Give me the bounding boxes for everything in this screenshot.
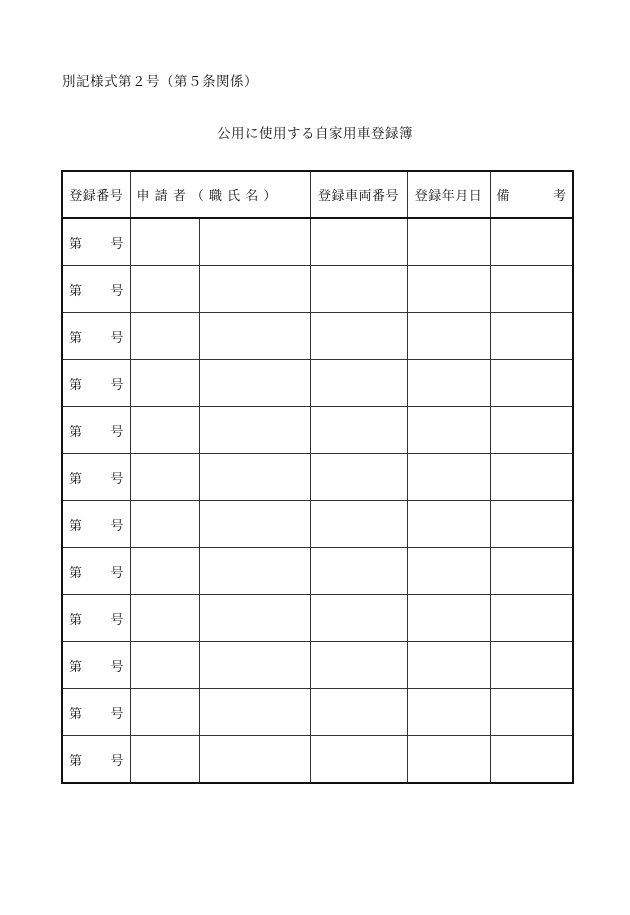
- remarks-cell: [490, 313, 573, 360]
- applicant-position-cell: [130, 736, 199, 784]
- remarks-cell: [490, 218, 573, 266]
- table-row: [62, 736, 573, 784]
- row-suffix: 号: [110, 518, 124, 534]
- header-applicant: [130, 171, 310, 218]
- table-row: [62, 313, 573, 360]
- registration-number-cell: [62, 360, 130, 407]
- applicant-name-cell: [199, 501, 310, 548]
- table-row: [62, 501, 573, 548]
- header-remarks-right: 考: [552, 189, 566, 204]
- applicant-name-cell: [199, 736, 310, 784]
- row-suffix: 号: [110, 236, 124, 252]
- registration-number-cell: [62, 548, 130, 595]
- registration-date-cell: [407, 642, 490, 689]
- table-row: [62, 548, 573, 595]
- table-row: [62, 407, 573, 454]
- table-row: [62, 218, 573, 266]
- table-row: [62, 266, 573, 313]
- registration-date-cell: [407, 736, 490, 784]
- applicant-position-cell: [130, 313, 199, 360]
- registration-date-cell: [407, 548, 490, 595]
- row-suffix: 号: [110, 612, 124, 628]
- row-prefix: 第: [69, 753, 83, 769]
- applicant-position-cell: [130, 218, 199, 266]
- row-prefix: 第: [69, 565, 83, 581]
- applicant-position-cell: [130, 689, 199, 736]
- remarks-cell: [490, 595, 573, 642]
- row-prefix: 第: [69, 424, 83, 440]
- registration-number-cell: [62, 313, 130, 360]
- vehicle-number-cell: [310, 454, 407, 501]
- registration-number-cell: [62, 407, 130, 454]
- header-applicant-label: 申 請 者 （ 職 氏 名 ）: [136, 189, 277, 204]
- vehicle-number-cell: [310, 642, 407, 689]
- applicant-name-cell: [199, 266, 310, 313]
- vehicle-number-cell: [310, 266, 407, 313]
- applicant-name-cell: [199, 313, 310, 360]
- registration-number-cell: [62, 736, 130, 784]
- row-prefix: 第: [69, 377, 83, 393]
- vehicle-number-cell: [310, 313, 407, 360]
- registration-number-cell: [62, 689, 130, 736]
- vehicle-number-cell: [310, 360, 407, 407]
- row-suffix: 号: [110, 283, 124, 299]
- applicant-position-cell: [130, 548, 199, 595]
- vehicle-number-cell: [310, 736, 407, 784]
- registration-number-cell: [62, 266, 130, 313]
- row-prefix: 第: [69, 706, 83, 722]
- remarks-cell: [490, 642, 573, 689]
- row-prefix: 第: [69, 283, 83, 299]
- vehicle-number-cell: [310, 689, 407, 736]
- remarks-cell: [490, 548, 573, 595]
- header-remarks: [490, 171, 573, 218]
- applicant-position-cell: [130, 360, 199, 407]
- registration-number-cell: [62, 454, 130, 501]
- registration-date-cell: [407, 689, 490, 736]
- table-row: [62, 454, 573, 501]
- document-title: 公用に使用する自家用車登録簿: [217, 126, 413, 142]
- table-row: [62, 689, 573, 736]
- applicant-name-cell: [199, 407, 310, 454]
- row-suffix: 号: [110, 753, 124, 769]
- table-header-row: [62, 171, 573, 218]
- registration-date-cell: [407, 407, 490, 454]
- row-prefix: 第: [69, 236, 83, 252]
- form-note: 別記様式第２号（第５条関係）: [62, 74, 258, 90]
- vehicle-number-cell: [310, 548, 407, 595]
- remarks-cell: [490, 454, 573, 501]
- row-prefix: 第: [69, 518, 83, 534]
- registration-date-cell: [407, 360, 490, 407]
- row-prefix: 第: [69, 330, 83, 346]
- registration-number-cell: [62, 501, 130, 548]
- registration-date-cell: [407, 313, 490, 360]
- row-suffix: 号: [110, 377, 124, 393]
- registration-date-cell: [407, 454, 490, 501]
- row-suffix: 号: [110, 706, 124, 722]
- table-body: [62, 218, 573, 783]
- remarks-cell: [490, 689, 573, 736]
- remarks-cell: [490, 501, 573, 548]
- registration-date-cell: [407, 501, 490, 548]
- header-vehicle-number: 登録車両番号: [310, 171, 407, 218]
- table-row: [62, 595, 573, 642]
- applicant-name-cell: [199, 218, 310, 266]
- row-suffix: 号: [110, 659, 124, 675]
- header-remarks-left: 備: [496, 189, 510, 204]
- applicant-name-cell: [199, 595, 310, 642]
- row-prefix: 第: [69, 659, 83, 675]
- applicant-position-cell: [130, 454, 199, 501]
- row-suffix: 号: [110, 565, 124, 581]
- table-row: [62, 360, 573, 407]
- registration-number-cell: [62, 218, 130, 266]
- vehicle-number-cell: [310, 218, 407, 266]
- remarks-cell: [490, 407, 573, 454]
- applicant-position-cell: [130, 266, 199, 313]
- row-prefix: 第: [69, 612, 83, 628]
- applicant-position-cell: [130, 642, 199, 689]
- registration-number-cell: [62, 595, 130, 642]
- registration-date-cell: [407, 266, 490, 313]
- registration-date-cell: [407, 595, 490, 642]
- remarks-cell: [490, 266, 573, 313]
- remarks-cell: [490, 360, 573, 407]
- header-registration-number: 登録番号: [62, 171, 130, 218]
- row-suffix: 号: [110, 424, 124, 440]
- vehicle-number-cell: [310, 501, 407, 548]
- applicant-position-cell: [130, 501, 199, 548]
- applicant-name-cell: [199, 642, 310, 689]
- applicant-name-cell: [199, 454, 310, 501]
- registration-number-cell: [62, 642, 130, 689]
- row-suffix: 号: [110, 330, 124, 346]
- vehicle-number-cell: [310, 595, 407, 642]
- applicant-position-cell: [130, 407, 199, 454]
- table-row: [62, 642, 573, 689]
- applicant-position-cell: [130, 595, 199, 642]
- remarks-cell: [490, 736, 573, 784]
- row-suffix: 号: [110, 471, 124, 487]
- applicant-name-cell: [199, 548, 310, 595]
- registration-date-cell: [407, 218, 490, 266]
- row-prefix: 第: [69, 471, 83, 487]
- vehicle-number-cell: [310, 407, 407, 454]
- header-registration-date: 登録年月日: [407, 171, 490, 218]
- applicant-name-cell: [199, 360, 310, 407]
- registration-table: [61, 170, 574, 784]
- applicant-name-cell: [199, 689, 310, 736]
